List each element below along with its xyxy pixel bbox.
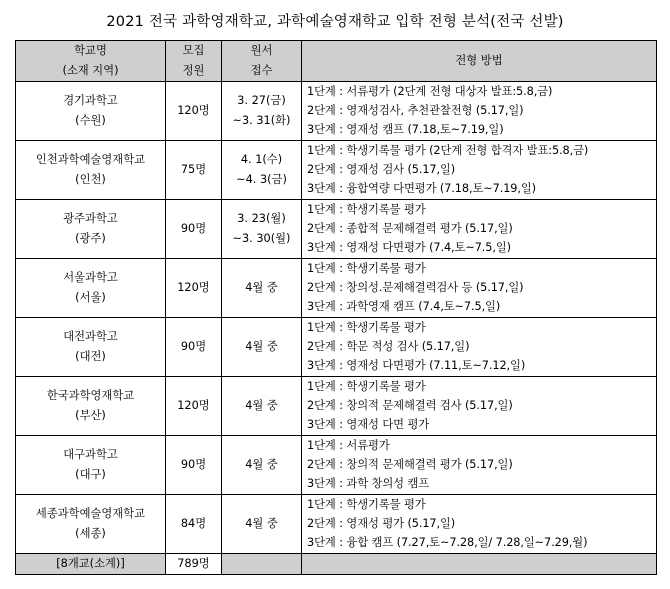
table-row	[16, 436, 657, 495]
school-region: (대전)	[75, 350, 106, 363]
method-step: 3단계 : 융합역량 다면평가 (7.18,토~7.19,일)	[307, 182, 536, 195]
method-step: 3단계 : 영재성 다면 평가	[307, 418, 430, 431]
total-method-empty	[302, 554, 657, 575]
quota-cell: 120명	[166, 259, 222, 318]
method-step: 2단계 : 창의적 문제해결력 평가 (5.17,일)	[307, 458, 513, 471]
apply-cell	[222, 259, 302, 318]
school-name: 대구과학고	[63, 448, 118, 461]
method-step: 2단계 : 학문 적성 검사 (5.17,일)	[307, 340, 470, 353]
table-row	[16, 495, 657, 554]
school-name: 서울과학고	[63, 271, 118, 284]
header-quota: 모집 정원	[166, 41, 222, 82]
method-step: 3단계 : 영재성 다면평가 (7.11,토~7.12,일)	[307, 359, 526, 372]
quota-cell: 90명	[166, 436, 222, 495]
method-step: 3단계 : 과학 창의성 캠프	[307, 477, 430, 490]
school-name: 경기과학고	[63, 94, 118, 107]
school-region: (부산)	[75, 409, 106, 422]
apply-cell	[222, 495, 302, 554]
method-step: 2단계 : 영재성검사, 추천관찰전형 (5.17,일)	[307, 104, 524, 117]
method-step: 2단계 : 창의성.문제해결력검사 등 (5.17,일)	[307, 281, 524, 294]
table-row	[16, 259, 657, 318]
apply-date: 3. 27(금)	[237, 94, 286, 107]
method-step: 2단계 : 창의적 문제해결력 검사 (5.17,일)	[307, 399, 513, 412]
total-quota: 789명	[166, 554, 222, 575]
method-step: 3단계 : 영재성 캠프 (7.18,토~7.19,일)	[307, 123, 504, 136]
method-step: 2단계 : 종합적 문제해결력 평가 (5.17,일)	[307, 222, 513, 235]
quota-cell: 120명	[166, 82, 222, 141]
header-apply: 원서 접수	[222, 41, 302, 82]
method-step: 1단계 : 서류평가 (2단계 전형 대상자 발표:5.8,금)	[307, 85, 553, 98]
method-cell	[302, 82, 657, 141]
method-step: 1단계 : 학생기록물 평가 (2단계 전형 합격자 발표:5.8,금)	[307, 144, 589, 157]
school-region: (대구)	[75, 468, 106, 481]
school-name: 한국과학영재학교	[46, 389, 135, 402]
apply-date: ~3. 31(화)	[232, 114, 291, 127]
header-school: 학교명 (소재 지역)	[16, 41, 166, 82]
table-row	[16, 200, 657, 259]
method-step: 3단계 : 융합 캠프 (7.27,토~7.28,일/ 7.28,일~7.29,월)	[307, 536, 588, 549]
school-cell	[16, 318, 166, 377]
method-step: 1단계 : 학생기록물 평가	[307, 262, 426, 275]
method-step: 1단계 : 학생기록물 평가	[307, 321, 426, 334]
method-step: 1단계 : 학생기록물 평가	[307, 380, 426, 393]
page-title: 2021 전국 과학영재학교, 과학예술영재학교 입학 전형 분석(전국 선발)	[106, 14, 564, 30]
table-header-row	[16, 41, 657, 82]
apply-cell	[222, 377, 302, 436]
school-cell	[16, 495, 166, 554]
method-cell	[302, 141, 657, 200]
total-label: [8개교(소계)]	[16, 554, 166, 575]
school-cell	[16, 377, 166, 436]
apply-date: 4월 중	[245, 340, 278, 353]
apply-date: 4월 중	[245, 458, 278, 471]
school-cell	[16, 200, 166, 259]
method-step: 2단계 : 영재성 검사 (5.17,일)	[307, 163, 456, 176]
admission-table	[15, 40, 657, 575]
method-cell	[302, 377, 657, 436]
method-cell	[302, 495, 657, 554]
school-name: 세종과학예술영재학교	[35, 507, 146, 520]
total-apply-empty	[222, 554, 302, 575]
apply-cell	[222, 200, 302, 259]
apply-date: 3. 23(월)	[237, 212, 286, 225]
method-cell	[302, 436, 657, 495]
quota-cell: 84명	[166, 495, 222, 554]
school-cell	[16, 141, 166, 200]
quota-cell: 90명	[166, 318, 222, 377]
table-row	[16, 377, 657, 436]
apply-date: ~3. 30(월)	[232, 232, 291, 245]
header-method: 전형 방법	[302, 41, 657, 82]
method-step: 3단계 : 영재성 다면평가 (7.4,토~7.5,일)	[307, 241, 511, 254]
school-name: 대전과학고	[63, 330, 118, 343]
apply-cell	[222, 141, 302, 200]
apply-date: 4월 중	[245, 517, 278, 530]
school-name: 인천과학예술영재학교	[35, 153, 146, 166]
school-region: (광주)	[75, 232, 106, 245]
apply-cell	[222, 82, 302, 141]
school-region: (세종)	[75, 527, 106, 540]
apply-cell	[222, 318, 302, 377]
table-row	[16, 318, 657, 377]
table-row	[16, 82, 657, 141]
apply-date: 4월 중	[245, 399, 278, 412]
method-step: 3단계 : 과학영재 캠프 (7.4,토~7.5,일)	[307, 300, 501, 313]
apply-date: 4. 1(수)	[240, 153, 283, 166]
method-step: 1단계 : 학생기록물 평가	[307, 498, 426, 511]
quota-cell: 120명	[166, 377, 222, 436]
apply-date: 4월 중	[245, 281, 278, 294]
method-step: 2단계 : 영재성 평가 (5.17,일)	[307, 517, 456, 530]
table-body	[16, 82, 657, 554]
quota-cell: 90명	[166, 200, 222, 259]
apply-date: ~4. 3(금)	[236, 173, 287, 186]
school-cell	[16, 259, 166, 318]
school-region: (서울)	[75, 291, 106, 304]
school-cell	[16, 436, 166, 495]
table-row	[16, 141, 657, 200]
school-region: (인천)	[75, 173, 106, 186]
school-region: (수원)	[75, 114, 106, 127]
school-name: 광주과학고	[63, 212, 118, 225]
total-row	[16, 554, 657, 575]
method-step: 1단계 : 서류평가	[307, 439, 390, 452]
quota-cell: 75명	[166, 141, 222, 200]
apply-cell	[222, 436, 302, 495]
school-cell	[16, 82, 166, 141]
method-cell	[302, 318, 657, 377]
method-cell	[302, 259, 657, 318]
method-cell	[302, 200, 657, 259]
method-step: 1단계 : 학생기록물 평가	[307, 203, 426, 216]
